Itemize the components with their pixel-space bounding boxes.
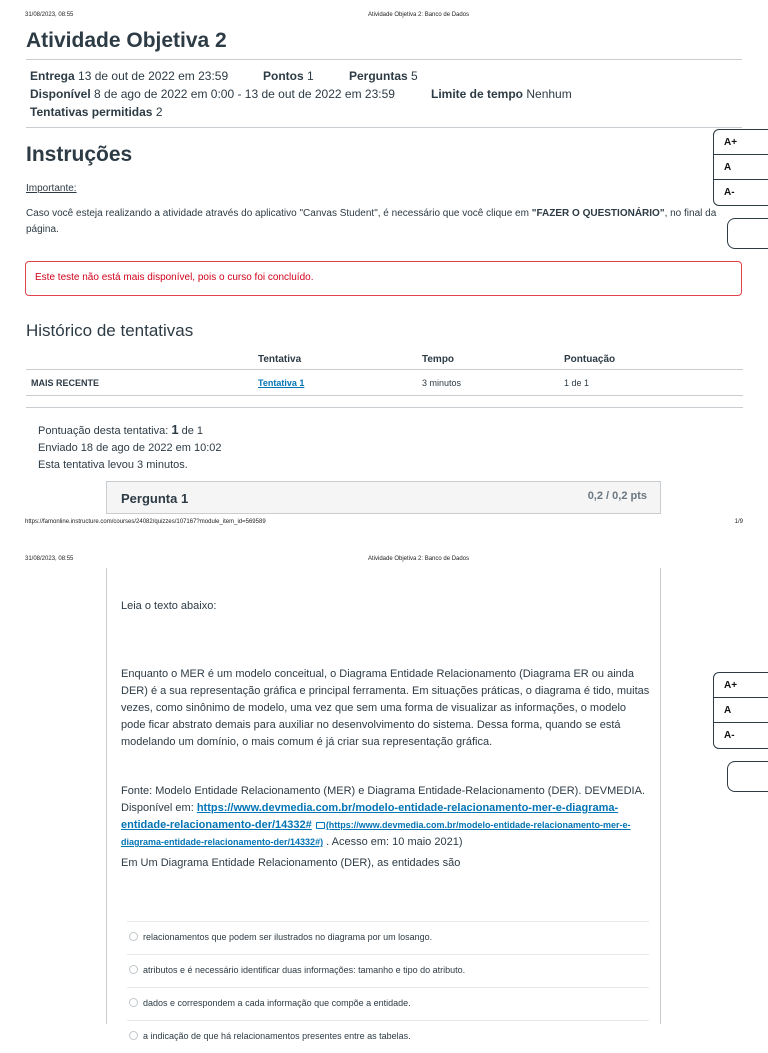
- answer-option[interactable]: [127, 1020, 649, 1053]
- print-date: 31/08/2023, 08:55: [25, 12, 74, 18]
- answer-list: [127, 921, 649, 1053]
- font-decrease-button[interactable]: A-: [724, 730, 735, 741]
- attempt-score: Pontuação desta tentativa: 1 de 1: [38, 422, 204, 437]
- answer-text: dados e correspondem a cada informação que compõe a entidade.: [143, 998, 411, 1008]
- attempt-cell: [258, 378, 304, 388]
- answer-option[interactable]: [127, 954, 649, 987]
- important-label: Importante:: [26, 183, 77, 194]
- instructions-title: Instruções: [26, 143, 133, 166]
- question-source: Fonte: Modelo Entidade Relacionamento (MER) e Diagrama Entidade-Relacionamento (DER). DEVMEDIA. Disponível em: https://www.devmedia.com.br/modelo-entidade-relacionamento-mer-e-diagrama-entidade-relacionamento-der/14332# (https://www.devmedia.com.br/modelo-entidade-relacionamento-mer-e-diagrama-entidade-relacionamento-der/14332#) . Acesso em: 10 maio 2021): [121, 785, 645, 848]
- question-intro: Leia o texto abaixo:: [121, 600, 217, 612]
- divider: [26, 59, 742, 60]
- divider: [26, 407, 743, 408]
- radio-icon[interactable]: [129, 1031, 138, 1040]
- table-header: [26, 348, 743, 370]
- answer-text: relacionamentos que podem ser ilustrados no diagrama por um losango.: [143, 932, 433, 942]
- font-size-tool: [713, 672, 768, 749]
- column-header: Tentativa: [258, 354, 302, 365]
- font-decrease-button[interactable]: A-: [724, 187, 735, 198]
- radio-icon[interactable]: [129, 965, 138, 974]
- question-name: Pergunta 1: [121, 491, 189, 506]
- row-label: MAIS RECENTE: [31, 378, 100, 388]
- question-points: 0,2 / 0,2 pts: [587, 490, 647, 502]
- font-increase-button[interactable]: A+: [714, 130, 768, 155]
- divider: [26, 127, 742, 128]
- table-row: [26, 370, 743, 396]
- question-header: [106, 481, 661, 514]
- question-prompt: Em Um Diagrama Entidade Relacionamento (DER), as entidades são: [121, 857, 461, 869]
- side-widget-button[interactable]: [727, 761, 768, 792]
- side-widget-button[interactable]: [727, 218, 768, 249]
- points: Pontos 1: [263, 69, 314, 83]
- radio-icon[interactable]: [129, 932, 138, 941]
- questions-count: Perguntas 5: [349, 69, 418, 83]
- column-header: Pontuação: [564, 354, 616, 365]
- print-doc-title: Atividade Objetiva 2: Banco de Dados: [368, 556, 470, 562]
- print-date: 31/08/2023, 08:55: [25, 556, 74, 562]
- question-paragraph: Enquanto o MER é um modelo conceitual, o Diagrama Entidade Relacionamento (Diagrama ER ou ainda DER) é a sua representação gráfica e principal ferramenta. Em situações práticas, o diagrama é tido, muitas vezes, como sinônimo de modelo, uma vez que sem uma forma de visualizar as informações, o modelo pode ficar abstrato demais para auxiliar no desenvolvimento do sistema. Dessa forma, quando se está modelando um domínio, o mais comum é já criar sua representação gráfica.: [121, 668, 650, 748]
- answer-text: atributos e é necessário identificar duas informações: tamanho e tipo do atributo.: [143, 965, 466, 975]
- answer-option[interactable]: [127, 987, 649, 1020]
- submitted-date: Enviado 18 de ago de 2022 em 10:02: [38, 442, 222, 454]
- font-reset-button[interactable]: A: [714, 155, 768, 180]
- source-link-secondary[interactable]: (https://www.devmedia.com.br/modelo-entidade-relacionamento-mer-e-diagrama-entidade-relacionamento-der/14332#): [121, 820, 631, 847]
- attempt-link[interactable]: Tentativa 1: [258, 378, 305, 388]
- font-reset-button[interactable]: A: [714, 698, 768, 723]
- due-date: Entrega 13 de out de 2022 em 23:59: [30, 69, 229, 83]
- source-link[interactable]: https://www.devmedia.com.br/modelo-entidade-relacionamento-mer-e-diagrama-entidade-relacionamento-der/14332#: [121, 802, 619, 831]
- answer-text: a indicação de que há relacionamentos presentes entre as tabelas.: [143, 1031, 411, 1041]
- time-limit: Limite de tempo Nenhum: [431, 87, 572, 101]
- instructions-text: Caso você esteja realizando a atividade através do aplicativo "Canvas Student", é necessário que você clique em "FAZER O QUESTIONÁRIO", no final da página.: [26, 208, 717, 235]
- question-body: [106, 568, 661, 1041]
- answer-option[interactable]: [127, 921, 649, 954]
- attempt-summary: [38, 421, 221, 474]
- print-page-number: 1/9: [734, 519, 743, 525]
- font-increase-button[interactable]: A+: [714, 673, 768, 698]
- external-link-icon: [316, 822, 325, 829]
- time-cell: 3 minutos: [422, 378, 462, 388]
- allowed-attempts: Tentativas permitidas 2: [30, 105, 163, 119]
- availability: Disponível 8 de ago de 2022 em 0:00 - 13 de out de 2022 em 23:59: [30, 87, 395, 101]
- history-title: Histórico de tentativas: [26, 321, 194, 340]
- font-size-tool: [713, 129, 768, 206]
- print-page-2: [0, 548, 768, 1041]
- page-gap: [0, 532, 768, 548]
- print-doc-title: Atividade Objetiva 2: Banco de Dados: [368, 12, 470, 18]
- radio-icon[interactable]: [129, 998, 138, 1007]
- quiz-title: Atividade Objetiva 2: [26, 29, 227, 52]
- print-url: https://famonline.instructure.com/courses/24082/quizzes/107167?module_item_id=569589: [25, 519, 266, 525]
- attempts-table: [26, 348, 743, 396]
- attempt-duration: Esta tentativa levou 3 minutos.: [38, 459, 188, 471]
- score-cell: 1 de 1: [564, 378, 590, 388]
- column-header: Tempo: [422, 354, 455, 365]
- unavailable-alert: Este teste não está mais disponível, pois o curso foi concluído.: [25, 261, 742, 296]
